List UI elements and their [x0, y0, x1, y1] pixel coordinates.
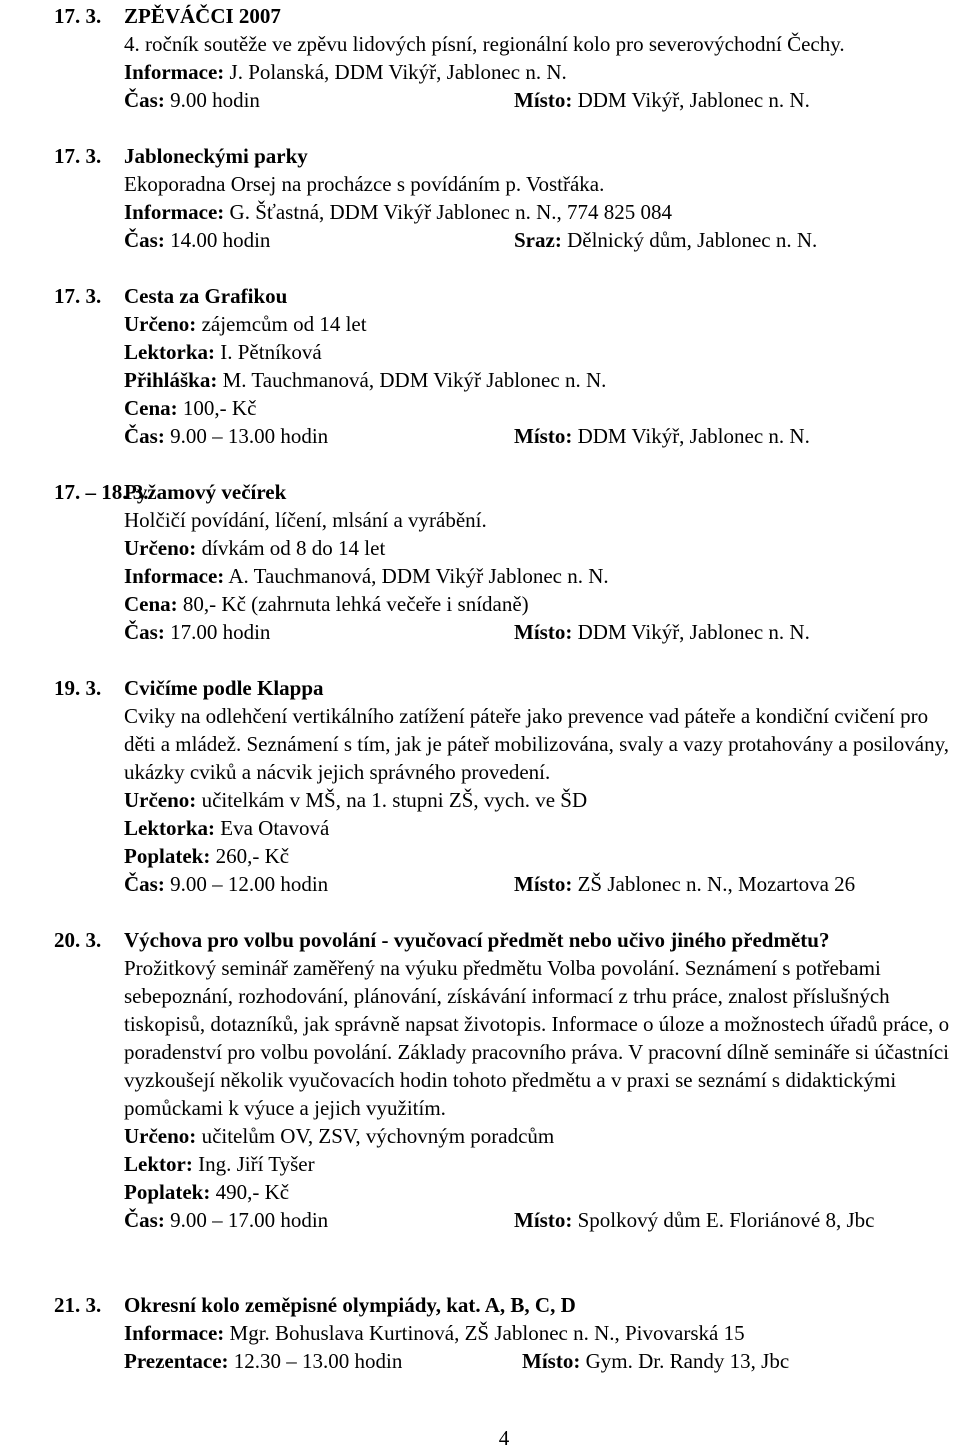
event-jablonecke-parky	[54, 142, 954, 254]
event-time-place	[124, 422, 954, 450]
presentation-value: 12.30 – 13.00 hodin	[228, 1349, 403, 1373]
for-value: dívkám od 8 do 14 let	[196, 536, 386, 560]
lector-label: Lektor:	[124, 1152, 193, 1176]
event-description: Prožitkový seminář zaměřený na výuku předmětu Volba povolání. Seznámení s potřebami sebepoznání, rozhodování, plánování, získávání informací z trhu práce, znalost příslušných tiskopisů, dotazníků, jak správně napsat životopis. Informace o úloze a možnostech úřadů práce, o poradenství pro volbu povolání. Základy pracovního práva. V pracovní dílně semináře si účastníci vyzkoušejí několik vyučovacích hodin tohoto předmětu a v praxi se seznámí s didaktickými pomůckami k výuce a jejich využitím.	[124, 956, 950, 1120]
event-lector	[124, 1150, 954, 1178]
event-fee	[124, 842, 954, 870]
meeting-label: Sraz:	[514, 228, 562, 252]
event-zpevacci	[54, 2, 954, 114]
event-info	[124, 198, 954, 226]
event-presentation-place	[124, 1347, 954, 1375]
place	[514, 1206, 874, 1234]
place-label: Místo:	[514, 1208, 573, 1232]
place	[514, 86, 810, 114]
place-value: DDM Vikýř, Jablonec n. N.	[572, 424, 810, 448]
for-value: učitelkám v MŠ, na 1. stupni ZŠ, vych. ve ŠD	[196, 788, 588, 812]
place-label: Místo:	[514, 424, 573, 448]
page-number: 4	[498, 1426, 510, 1450]
event-description: Holčičí povídání, líčení, mlsání a vyrábění.	[124, 508, 487, 532]
fee-value: 260,- Kč	[210, 844, 290, 868]
event-audience	[124, 534, 954, 562]
lector-label: Lektorka:	[124, 816, 215, 840]
event-audience	[124, 786, 954, 814]
lector-value: Ing. Jiří Tyšer	[192, 1152, 315, 1176]
event-lector	[124, 814, 954, 842]
event-info	[124, 562, 954, 590]
event-title: Výchova pro volbu povolání - vyučovací předmět nebo učivo jiného předmětu?	[124, 928, 830, 952]
event-fee	[124, 1178, 954, 1206]
event-cesta-za-grafikou	[54, 282, 954, 450]
event-time-place	[124, 870, 954, 898]
event-date: 21. 3.	[54, 1293, 102, 1317]
event-price	[124, 394, 954, 422]
event-title: Pyžamový večírek	[124, 480, 287, 504]
event-description: Ekoporadna Orsej na procházce s povídáním p. Vostřáka.	[124, 172, 605, 196]
info-value: J. Polanská, DDM Vikýř, Jablonec n. N.	[224, 60, 567, 84]
event-date: 17. 3.	[54, 284, 102, 308]
fee-label: Poplatek:	[124, 1180, 211, 1204]
event-time-place	[124, 618, 954, 646]
event-audience	[124, 310, 954, 338]
event-date: 17. 3.	[54, 4, 102, 28]
event-info	[124, 1319, 954, 1347]
place-value: Spolkový dům E. Floriánové 8, Jbc	[572, 1208, 875, 1232]
place	[514, 870, 855, 898]
for-label: Určeno:	[124, 536, 197, 560]
info-value: A. Tauchmanová, DDM Vikýř Jablonec n. N.	[224, 564, 609, 588]
time-value: 9.00 – 13.00 hodin	[164, 424, 329, 448]
signup-value: M. Tauchmanová, DDM Vikýř Jablonec n. N.	[217, 368, 607, 392]
event-price	[124, 590, 954, 618]
signup-label: Přihláška:	[124, 368, 218, 392]
event-vychova-pro-volbu-povolani	[54, 926, 954, 1234]
for-label: Určeno:	[124, 1124, 197, 1148]
lector-label: Lektorka:	[124, 340, 215, 364]
event-info	[124, 58, 954, 86]
for-value: učitelům OV, ZSV, výchovným poradcům	[196, 1124, 555, 1148]
meeting-point	[514, 226, 817, 254]
info-label: Informace:	[124, 1321, 225, 1345]
lector-value: I. Pětníková	[215, 340, 322, 364]
place-label: Místo:	[514, 620, 573, 644]
place-value: DDM Vikýř, Jablonec n. N.	[572, 620, 810, 644]
place	[514, 618, 810, 646]
info-label: Informace:	[124, 60, 225, 84]
event-time-place	[124, 1206, 954, 1234]
time-label: Čas:	[124, 228, 165, 252]
info-value: Mgr. Bohuslava Kurtinová, ZŠ Jablonec n. N., Pivovarská 15	[224, 1321, 745, 1345]
info-value: G. Šťastná, DDM Vikýř Jablonec n. N., 774 825 084	[224, 200, 673, 224]
event-time-place	[124, 226, 954, 254]
time-label: Čas:	[124, 1208, 165, 1232]
event-cvicime-podle-klappa	[54, 674, 954, 898]
place-value: ZŠ Jablonec n. N., Mozartova 26	[572, 872, 856, 896]
time-value: 9.00 – 17.00 hodin	[164, 1208, 329, 1232]
event-title: Cvičíme podle Klappa	[124, 676, 324, 700]
info-label: Informace:	[124, 200, 225, 224]
place-label: Místo:	[514, 88, 573, 112]
event-time-place	[124, 86, 954, 114]
event-description: 4. ročník soutěže ve zpěvu lidových písní, regionální kolo pro severovýchodní Čechy.	[124, 32, 845, 56]
for-value: zájemcům od 14 let	[196, 312, 367, 336]
fee-label: Poplatek:	[124, 844, 211, 868]
time-value: 9.00 – 12.00 hodin	[164, 872, 329, 896]
event-date: 19. 3.	[54, 676, 102, 700]
place-value: DDM Vikýř, Jablonec n. N.	[572, 88, 810, 112]
time-value: 14.00 hodin	[164, 228, 271, 252]
time-label: Čas:	[124, 88, 165, 112]
meeting-value: Dělnický dům, Jablonec n. N.	[561, 228, 818, 252]
place-value: Gym. Dr. Randy 13, Jbc	[580, 1349, 790, 1373]
lector-value: Eva Otavová	[215, 816, 330, 840]
time-value: 9.00 hodin	[164, 88, 260, 112]
price-value: 80,- Kč (zahrnuta lehká večeře i snídaně)	[177, 592, 529, 616]
for-label: Určeno:	[124, 788, 197, 812]
info-label: Informace:	[124, 564, 225, 588]
event-lector	[124, 338, 954, 366]
event-zemepisna-olympiada	[54, 1291, 954, 1375]
event-title: Okresní kolo zeměpisné olympiády, kat. A, B, C, D	[124, 1293, 576, 1317]
time-value: 17.00 hodin	[164, 620, 271, 644]
time-label: Čas:	[124, 424, 165, 448]
fee-value: 490,- Kč	[210, 1180, 290, 1204]
place	[514, 422, 810, 450]
price-label: Cena:	[124, 592, 178, 616]
event-title: Cesta za Grafikou	[124, 284, 288, 308]
event-date: 20. 3.	[54, 928, 102, 952]
event-signup	[124, 366, 954, 394]
time-label: Čas:	[124, 620, 165, 644]
presentation-label: Prezentace:	[124, 1349, 229, 1373]
event-audience	[124, 1122, 954, 1150]
place	[522, 1347, 789, 1375]
event-pyzamovy-vecirek	[54, 478, 954, 646]
event-description: Cviky na odlehčení vertikálního zatížení páteře jako prevence vad páteře a kondiční cvičení pro děti a mládež. Seznámení s tím, jak je páteř mobilizována, svaly a vazy protahovány a posilovány, ukázky cviků a nácvik jejich správného provedení.	[124, 704, 949, 784]
event-date: 17. – 18. 3.	[54, 480, 149, 504]
place-label: Místo:	[522, 1349, 581, 1373]
price-label: Cena:	[124, 396, 178, 420]
place-label: Místo:	[514, 872, 573, 896]
event-title: Jabloneckými parky	[124, 144, 308, 168]
time-label: Čas:	[124, 872, 165, 896]
event-date: 17. 3.	[54, 144, 102, 168]
for-label: Určeno:	[124, 312, 197, 336]
event-title: ZPĚVÁČCI 2007	[124, 4, 281, 28]
price-value: 100,- Kč	[177, 396, 257, 420]
